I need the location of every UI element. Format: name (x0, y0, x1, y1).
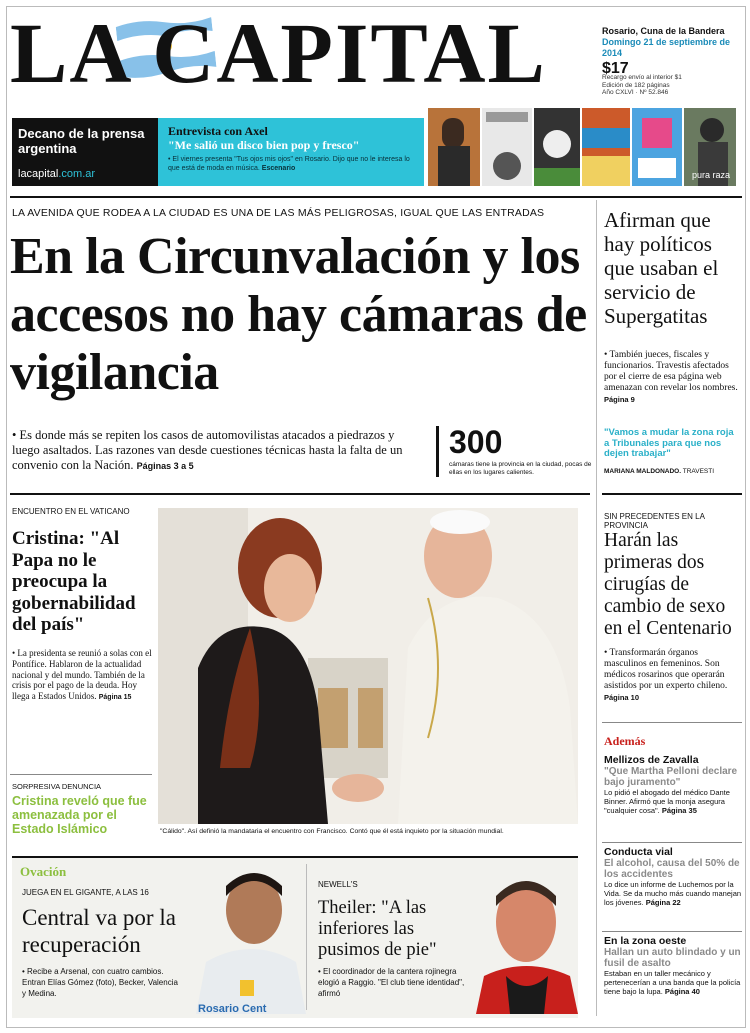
brief-pages: Página 22 (645, 898, 681, 907)
side-quote-author (604, 468, 740, 475)
islamic-kicker: SORPRESIVA DENUNCIA (12, 782, 102, 791)
divider (602, 493, 742, 495)
ovacion-header (20, 864, 140, 882)
brief-text: Lo dice un informe de Luchemos por la Vida. Se da mucho más cuando manejan los jóvenes. (604, 880, 742, 907)
brief-quote: "Que Martha Pelloni declare bajo juramento" (604, 766, 738, 788)
theiler-photo[interactable] (476, 866, 578, 1014)
side-body (604, 350, 740, 406)
motto-text: Decano de la prensa argentina (18, 126, 145, 156)
lead-body (12, 428, 422, 474)
brief-item[interactable] (604, 754, 742, 815)
divider (10, 774, 152, 775)
divider (602, 722, 742, 723)
fine-print: Edición de 182 páginas (602, 81, 670, 89)
brief-pages: Página 40 (664, 987, 700, 996)
thumb-music-photo[interactable] (428, 108, 480, 186)
islamic-headline[interactable]: Cristina reveló que fue amenazada por el Estado Islámico (12, 794, 147, 836)
edition-city: Rosario, Cuna de la Bandera (602, 26, 725, 36)
ademas-label: Además (604, 734, 646, 748)
quote-author-role: TRAVESTI (682, 468, 715, 475)
brief-body (604, 969, 742, 996)
thumb-cat[interactable] (534, 108, 580, 186)
fine-print: Recargo envío al interior $1 (602, 74, 682, 81)
brief-item[interactable] (604, 935, 742, 996)
side-headline[interactable]: Afirman que hay políticos que usaban el servicio de Supergatitas (604, 208, 719, 328)
interview-title: Entrevista con Axel (168, 124, 268, 138)
interview-quote: "Me salió un disco bien pop y fresco" (168, 138, 360, 152)
lead-body-text: • Es donde más se repiten los casos de automovilistas atacados a piedrazos y luego asaltados. Las razones van desde cuestiones técnicas hasta la falta de un convenio con la Nación. (12, 428, 403, 472)
cristina-body (12, 648, 154, 704)
stat-caption: cámaras tiene la provincia en la ciudad, pocas de ellas en los lugares calientes. (449, 461, 592, 476)
brief-head: Mellizos de Zavalla (604, 754, 699, 766)
jersey-text: Rosario Cent (198, 1003, 267, 1014)
quote-author-name: MARIANA MALDONADO. (604, 468, 682, 475)
brief-item[interactable] (604, 846, 742, 907)
thumb-magazine[interactable] (482, 108, 532, 186)
sex-body (604, 648, 740, 704)
pope-meeting-photo[interactable] (158, 508, 578, 824)
interview-body-text: • El viernes presenta "Tus ojos mis ojos" en Rosario. Dijo que no le interesa lo que está de moda en música. (168, 156, 410, 172)
column-rule (306, 864, 307, 1010)
central-headline[interactable]: Central va por la recuperación (22, 905, 176, 957)
player-photo[interactable] (196, 866, 306, 1014)
stat-box (436, 426, 599, 477)
sex-headline[interactable]: Harán las primeras dos cirugías de cambio de sexo en el Centenario (604, 530, 732, 639)
supplement-thumbnails (428, 108, 738, 188)
thumb-caption: pura raza (692, 170, 731, 180)
fine-print: Año CXLVI · Nº 52.846 (602, 89, 669, 96)
brief-quote: El alcohol, causa del 50% de los accidentes (604, 858, 740, 880)
masthead (10, 5, 590, 101)
central-kicker: JUEGA EN EL GIGANTE, A LAS 16 (22, 888, 149, 897)
side-body-text: • También jueces, fiscales y funcionarios. Travestis afectados por el cierre de esa página web amenazan con revelar los nombres. (604, 350, 738, 393)
brief-body (604, 788, 742, 815)
cristina-pages: Página 15 (98, 694, 132, 702)
theiler-kicker: NEWELL'S (318, 880, 358, 889)
edition-price: $17 (602, 60, 629, 77)
lead-pages: Páginas 3 a 5 (136, 461, 194, 471)
sex-pages: Página 10 (604, 693, 640, 702)
cristina-body-text: • La presidenta se reunió a solas con el Pontífice. Hablaron de la actualidad nacional y del mundo. También de la crisis por el pago de la deuda. Hoy llega a Estados Unidos. (12, 648, 152, 702)
theiler-body: • El coordinador de la cantera rojinegra elogió a Raggio. "El club tiene identidad", afirmó (318, 967, 465, 998)
brief-head: Conducta vial (604, 846, 673, 858)
lead-kicker: LA AVENIDA QUE RODEA A LA CIUDAD ES UNA DE LAS MÁS PELIGROSAS, IGUAL QUE LAS ENTRADAS (12, 207, 545, 219)
interview-section: Escenario (261, 164, 296, 172)
edition-info (602, 26, 742, 97)
theiler-headline[interactable]: Theiler: "A las inferiores las pusimos de pie" (318, 898, 437, 960)
column-rule (596, 200, 597, 1016)
side-quote: "Vamos a mudar la zona roja a Tribunales para que nos dejen trabajar" (604, 427, 734, 459)
thumb-kids[interactable] (632, 108, 682, 186)
brief-text: Lo pidió el abogado del médico Dante Binner. Afirmó que la monja asegura "cualquier cosa". (604, 788, 730, 815)
brief-pages: Página 35 (661, 806, 697, 815)
central-body: • Recibe a Arsenal, con cuatro cambios. Entran Elías Gómez (foto), Becker, Valencia y Medina. (22, 967, 178, 998)
sex-body-text: • Transformarán órganos masculinos en femeninos. Son médicos rosarinos que operarán asistidos por un experto chileno. (604, 648, 728, 691)
divider (602, 931, 742, 932)
brief-quote: Hallan un auto blindado y un fusil de asalto (604, 947, 741, 969)
interview-body (168, 156, 420, 173)
interview-teaser[interactable] (158, 118, 424, 186)
site-suffix: .com.ar (58, 168, 96, 180)
cristina-headline[interactable]: Cristina: "Al Papa no le preocupa la gobernabilidad del país" (12, 528, 136, 635)
edition-date: Domingo 21 de septiembre de 2014 (602, 37, 731, 58)
newspaper-logo: LA CAPITAL (10, 5, 547, 101)
divider (10, 196, 742, 198)
side-pages: Página 9 (604, 395, 635, 404)
divider (602, 842, 742, 843)
motto-box (12, 118, 158, 186)
site-link[interactable] (18, 168, 95, 180)
divider (10, 493, 590, 495)
sports-section-label: Ovación (20, 864, 67, 879)
sex-kicker: SIN PRECEDENTES EN LA PROVINCIA (604, 512, 705, 530)
thumb-travel[interactable] (582, 108, 630, 186)
brief-body (604, 880, 742, 907)
site-prefix: lacapital (18, 168, 59, 180)
brief-text: Estaban en un taller mecánico y pertenecerían a una banda que la policía tiene bajo la lupa. (604, 969, 741, 996)
cristina-kicker: ENCUENTRO EN EL VATICANO (12, 507, 130, 516)
stat-number: 300 (449, 424, 503, 460)
lead-headline[interactable]: En la Circunvalación y los accesos no hay cámaras de vigilancia (10, 228, 587, 401)
photo-caption: "Cálido". Así definió la mandataria el encuentro con Francisco. Contó que él está inquieto por la situación mundial. (160, 828, 504, 835)
brief-head: En la zona oeste (604, 935, 687, 947)
